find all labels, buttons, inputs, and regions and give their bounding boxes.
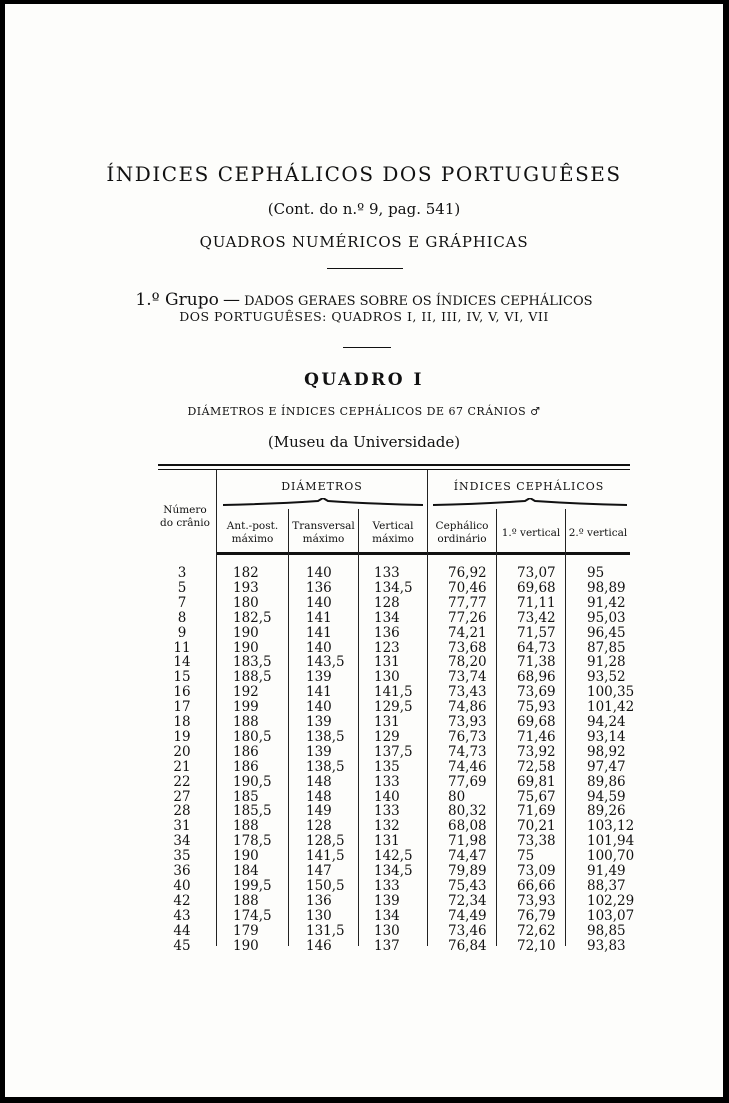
cell-1-vertical: 69,68 [517, 579, 556, 596]
cell-numero: 19 [173, 728, 191, 745]
cell-transversal: 128,5 [306, 833, 345, 850]
cell-ant-post: 190 [233, 639, 259, 656]
cell-1-vertical: 73,07 [517, 565, 556, 581]
table-row [5, 641, 723, 656]
brace-indices [433, 498, 627, 506]
cell-numero: 35 [173, 848, 191, 865]
cell-numero: 14 [173, 654, 191, 671]
cell-2-vertical: 100,35 [587, 684, 635, 701]
table-row [5, 760, 723, 775]
cell-2-vertical: 89,86 [587, 773, 626, 790]
cell-1-vertical: 75 [517, 848, 535, 865]
cell-cephalico: 74,47 [448, 848, 487, 865]
header-ant-post-line2: máximo [231, 533, 274, 545]
brace-diametros [223, 498, 423, 506]
cell-1-vertical: 73,69 [517, 684, 556, 701]
cell-2-vertical: 91,42 [587, 594, 626, 611]
cell-ant-post: 188 [233, 892, 259, 909]
group-line1: DADOS GERAES SOBRE OS ÍNDICES CEPHÁLICOS [244, 294, 593, 309]
cell-cephalico: 73,46 [448, 922, 487, 939]
cell-numero: 20 [173, 743, 191, 760]
cell-numero: 5 [177, 579, 187, 596]
cell-ant-post: 199,5 [233, 877, 272, 894]
cell-vertical: 135 [374, 758, 400, 775]
cell-transversal: 148 [306, 773, 332, 790]
cell-1-vertical: 75,93 [517, 699, 556, 716]
table-row [5, 700, 723, 715]
cell-vertical: 131 [374, 833, 400, 850]
header-vertical-line1: Vertical [372, 520, 414, 532]
table-top-rule [158, 464, 630, 466]
table-row [5, 775, 723, 790]
cell-transversal: 130 [306, 907, 332, 924]
cell-vertical: 134,5 [374, 579, 413, 596]
cell-transversal: 138,5 [306, 758, 345, 775]
table-row [5, 715, 723, 730]
cell-cephalico: 73,43 [448, 684, 487, 701]
cell-transversal: 140 [306, 639, 332, 656]
cell-ant-post: 193 [233, 579, 259, 596]
cell-cephalico: 74,73 [448, 743, 487, 760]
cell-vertical: 142,5 [374, 848, 413, 865]
table-row [5, 626, 723, 641]
cell-ant-post: 182 [233, 565, 259, 581]
table-row [5, 730, 723, 745]
cell-vertical: 133 [374, 803, 400, 820]
continuation-note: (Cont. do n.º 9, pag. 541) [267, 200, 461, 218]
cell-cephalico: 72,34 [448, 892, 487, 909]
cell-ant-post: 186 [233, 743, 259, 760]
cell-1-vertical: 73,38 [517, 833, 556, 850]
cell-cephalico: 77,69 [448, 773, 487, 790]
cell-transversal: 143,5 [306, 654, 345, 671]
table-row [5, 655, 723, 670]
cell-transversal: 139 [306, 669, 332, 686]
table-top-rule-thin [158, 469, 630, 470]
cell-transversal: 128 [306, 818, 332, 835]
cell-ant-post: 184 [233, 863, 259, 879]
cell-2-vertical: 93,52 [587, 669, 626, 686]
cell-numero: 42 [173, 892, 191, 909]
header-transversal-line2: máximo [302, 533, 345, 545]
cell-cephalico: 74,86 [448, 699, 487, 716]
cell-transversal: 139 [306, 714, 332, 730]
cell-1-vertical: 69,81 [517, 773, 556, 790]
cell-transversal: 146 [306, 937, 332, 954]
cell-2-vertical: 95 [587, 565, 605, 581]
group-heading [5, 290, 723, 310]
table-row [5, 939, 723, 954]
table-row [5, 670, 723, 685]
cell-numero: 45 [173, 937, 191, 954]
cell-2-vertical: 96,45 [587, 624, 626, 641]
cell-numero: 7 [177, 594, 187, 611]
cell-1-vertical: 68,96 [517, 669, 556, 686]
cell-vertical: 137,5 [374, 743, 413, 760]
cell-cephalico: 74,46 [448, 758, 487, 775]
document-page [5, 4, 723, 1097]
cell-transversal: 150,5 [306, 877, 345, 894]
cell-cephalico: 77,26 [448, 609, 487, 626]
cell-vertical: 129,5 [374, 699, 413, 716]
cell-vertical: 132 [374, 818, 400, 835]
cell-cephalico: 80,32 [448, 803, 487, 820]
cell-numero: 44 [173, 922, 191, 939]
cell-1-vertical: 71,69 [517, 803, 556, 820]
cell-numero: 8 [177, 609, 187, 626]
cell-2-vertical: 93,14 [587, 728, 626, 745]
table-row [5, 834, 723, 849]
cell-1-vertical: 73,09 [517, 863, 556, 879]
cell-numero: 16 [173, 684, 191, 701]
cell-vertical: 130 [374, 669, 400, 686]
cell-transversal: 148 [306, 788, 332, 805]
table-row [5, 790, 723, 805]
table-row [5, 879, 723, 894]
table-row [5, 685, 723, 700]
cell-transversal: 141 [306, 624, 332, 641]
cell-ant-post: 178,5 [233, 833, 272, 850]
cell-transversal: 139 [306, 743, 332, 760]
cell-numero: 11 [173, 639, 191, 656]
cell-transversal: 138,5 [306, 728, 345, 745]
cell-transversal: 141 [306, 609, 332, 626]
cell-1-vertical: 75,67 [517, 788, 556, 805]
cell-cephalico: 77,77 [448, 594, 487, 611]
cell-1-vertical: 69,68 [517, 714, 556, 730]
table-header-bottom-rule [216, 552, 630, 555]
cell-ant-post: 186 [233, 758, 259, 775]
cell-vertical: 130 [374, 922, 400, 939]
cell-cephalico: 73,68 [448, 639, 487, 656]
cell-transversal: 141 [306, 684, 332, 701]
cell-ant-post: 180 [233, 594, 259, 611]
page-title: ÍNDICES CEPHÁLICOS DOS PORTUGUÊSES [106, 162, 622, 186]
cell-2-vertical: 95,03 [587, 609, 626, 626]
table-row [5, 745, 723, 760]
group-label: 1.º Grupo [135, 290, 219, 310]
cell-ant-post: 182,5 [233, 609, 272, 626]
header-cephalico-line2: ordinário [437, 533, 487, 545]
cell-cephalico: 70,46 [448, 579, 487, 596]
cell-cephalico: 79,89 [448, 863, 487, 879]
cell-numero: 36 [173, 863, 191, 879]
cell-vertical: 134,5 [374, 863, 413, 879]
header-1-vertical: 1.º vertical [501, 527, 561, 539]
cell-2-vertical: 103,12 [587, 818, 635, 835]
cell-2-vertical: 101,94 [587, 833, 635, 850]
cell-cephalico: 73,93 [448, 714, 487, 730]
cell-numero: 3 [177, 565, 187, 581]
cell-2-vertical: 87,85 [587, 639, 626, 656]
cell-cephalico: 73,74 [448, 669, 487, 686]
cell-numero: 15 [173, 669, 191, 686]
cell-2-vertical: 97,47 [587, 758, 626, 775]
cell-1-vertical: 71,46 [517, 728, 556, 745]
cell-transversal: 140 [306, 565, 332, 581]
page-subtitle: QUADROS NUMÉRICOS E GRÁPHICAS [199, 233, 529, 251]
cell-vertical: 131 [374, 714, 400, 730]
cell-cephalico: 76,84 [448, 937, 487, 954]
header-indices: ÍNDICES CEPHÁLICOS [453, 480, 605, 493]
cell-ant-post: 179 [233, 922, 259, 939]
cell-2-vertical: 94,59 [587, 788, 626, 805]
header-ant-post [217, 520, 288, 546]
cell-1-vertical: 71,38 [517, 654, 556, 671]
cell-numero: 22 [173, 773, 191, 790]
cell-ant-post: 190 [233, 624, 259, 641]
cell-cephalico: 74,21 [448, 624, 487, 641]
cell-2-vertical: 100,70 [587, 848, 635, 865]
cell-ant-post: 190 [233, 937, 259, 954]
cell-ant-post: 190,5 [233, 773, 272, 790]
cell-transversal: 147 [306, 863, 332, 879]
cell-2-vertical: 102,29 [587, 892, 635, 909]
cell-1-vertical: 72,62 [517, 922, 556, 939]
cell-numero: 28 [173, 803, 191, 820]
cell-1-vertical: 71,11 [517, 594, 556, 611]
table-row [5, 849, 723, 864]
cell-vertical: 128 [374, 594, 400, 611]
table-row [5, 611, 723, 626]
cell-ant-post: 188 [233, 818, 259, 835]
cell-cephalico: 68,08 [448, 818, 487, 835]
header-cephalico-line1: Cephálico [435, 520, 489, 532]
cell-numero: 31 [173, 818, 191, 835]
header-transversal-line1: Transversal [292, 520, 355, 532]
cell-transversal: 140 [306, 699, 332, 716]
cell-vertical: 141,5 [374, 684, 413, 701]
cell-1-vertical: 76,79 [517, 907, 556, 924]
cell-1-vertical: 72,10 [517, 937, 556, 954]
cell-ant-post: 174,5 [233, 907, 272, 924]
table-row [5, 819, 723, 834]
cell-numero: 40 [173, 877, 191, 894]
cell-2-vertical: 98,89 [587, 579, 626, 596]
cell-cephalico: 78,20 [448, 654, 487, 671]
title-divider [327, 268, 403, 269]
cell-cephalico: 80 [448, 788, 466, 805]
table-row [5, 909, 723, 924]
quadro-source: (Museu da Universidade) [267, 433, 461, 451]
cell-vertical: 129 [374, 728, 400, 745]
header-diametros: DIÁMETROS [281, 480, 363, 493]
cell-1-vertical: 66,66 [517, 877, 556, 894]
cell-numero: 34 [173, 833, 191, 850]
header-ant-post-line1: Ant.-post. [226, 520, 279, 532]
cell-2-vertical: 98,85 [587, 922, 626, 939]
cell-2-vertical: 94,24 [587, 714, 626, 730]
cell-1-vertical: 73,93 [517, 892, 556, 909]
cell-1-vertical: 70,21 [517, 818, 556, 835]
cell-ant-post: 188,5 [233, 669, 272, 686]
header-2-vertical: 2.º vertical [568, 527, 628, 539]
cell-numero: 21 [173, 758, 191, 775]
table-row [5, 566, 723, 581]
group-line2: DOS PORTUGUÊSES: QUADROS I, II, III, IV, V, VI, VII [179, 309, 549, 324]
cell-cephalico: 74,49 [448, 907, 487, 924]
cell-vertical: 134 [374, 907, 400, 924]
cell-vertical: 133 [374, 773, 400, 790]
table-row [5, 924, 723, 939]
cell-transversal: 149 [306, 803, 332, 820]
cell-cephalico: 76,92 [448, 565, 487, 581]
header-vertical-line2: máximo [372, 533, 414, 545]
header-numero-line1: Número [163, 504, 207, 516]
cell-1-vertical: 72,58 [517, 758, 556, 775]
group-divider [343, 347, 391, 348]
cell-ant-post: 185,5 [233, 803, 272, 820]
cell-vertical: 139 [374, 892, 400, 909]
cell-numero: 27 [173, 788, 191, 805]
cell-2-vertical: 98,92 [587, 743, 626, 760]
cell-ant-post: 188 [233, 714, 259, 730]
table-row [5, 864, 723, 879]
table-row [5, 581, 723, 596]
cell-1-vertical: 64,73 [517, 639, 556, 656]
quadro-description: DIÁMETROS E ÍNDICES CEPHÁLICOS DE 67 CRÁNIOS ♂ [187, 405, 541, 418]
table-row [5, 804, 723, 819]
cell-transversal: 136 [306, 579, 332, 596]
cell-2-vertical: 103,07 [587, 907, 635, 924]
cell-numero: 43 [173, 907, 191, 924]
cell-transversal: 131,5 [306, 922, 345, 939]
cell-cephalico: 76,73 [448, 728, 487, 745]
header-cephalico [428, 520, 496, 546]
cell-2-vertical: 88,37 [587, 877, 626, 894]
cell-vertical: 133 [374, 565, 400, 581]
header-transversal [289, 520, 358, 546]
header-vertical [359, 520, 427, 546]
table-row [5, 894, 723, 909]
cell-2-vertical: 101,42 [587, 699, 635, 716]
cell-1-vertical: 71,57 [517, 624, 556, 641]
cell-cephalico: 75,43 [448, 877, 487, 894]
cell-numero: 9 [177, 624, 187, 641]
cell-transversal: 136 [306, 892, 332, 909]
cell-numero: 17 [173, 699, 191, 716]
cell-ant-post: 190 [233, 848, 259, 865]
cell-transversal: 141,5 [306, 848, 345, 865]
header-numero [155, 504, 215, 530]
cell-vertical: 123 [374, 639, 400, 656]
cell-transversal: 140 [306, 594, 332, 611]
group-dash: — [222, 290, 240, 310]
cell-numero: 18 [173, 714, 191, 730]
header-numero-line2: do crânio [160, 517, 210, 529]
cell-1-vertical: 73,92 [517, 743, 556, 760]
cell-1-vertical: 73,42 [517, 609, 556, 626]
cell-ant-post: 180,5 [233, 728, 272, 745]
cell-ant-post: 199 [233, 699, 259, 716]
quadro-title: QUADRO I [304, 370, 424, 390]
cell-vertical: 137 [374, 937, 400, 954]
cell-ant-post: 185 [233, 788, 259, 805]
cell-vertical: 140 [374, 788, 400, 805]
cell-2-vertical: 93,83 [587, 937, 626, 954]
cell-ant-post: 183,5 [233, 654, 272, 671]
cell-2-vertical: 91,28 [587, 654, 626, 671]
table-row [5, 596, 723, 611]
cell-vertical: 133 [374, 877, 400, 894]
cell-vertical: 136 [374, 624, 400, 641]
cell-2-vertical: 91,49 [587, 863, 626, 879]
cell-ant-post: 192 [233, 684, 259, 701]
cell-2-vertical: 89,26 [587, 803, 626, 820]
cell-vertical: 134 [374, 609, 400, 626]
cell-vertical: 131 [374, 654, 400, 671]
cell-cephalico: 71,98 [448, 833, 487, 850]
